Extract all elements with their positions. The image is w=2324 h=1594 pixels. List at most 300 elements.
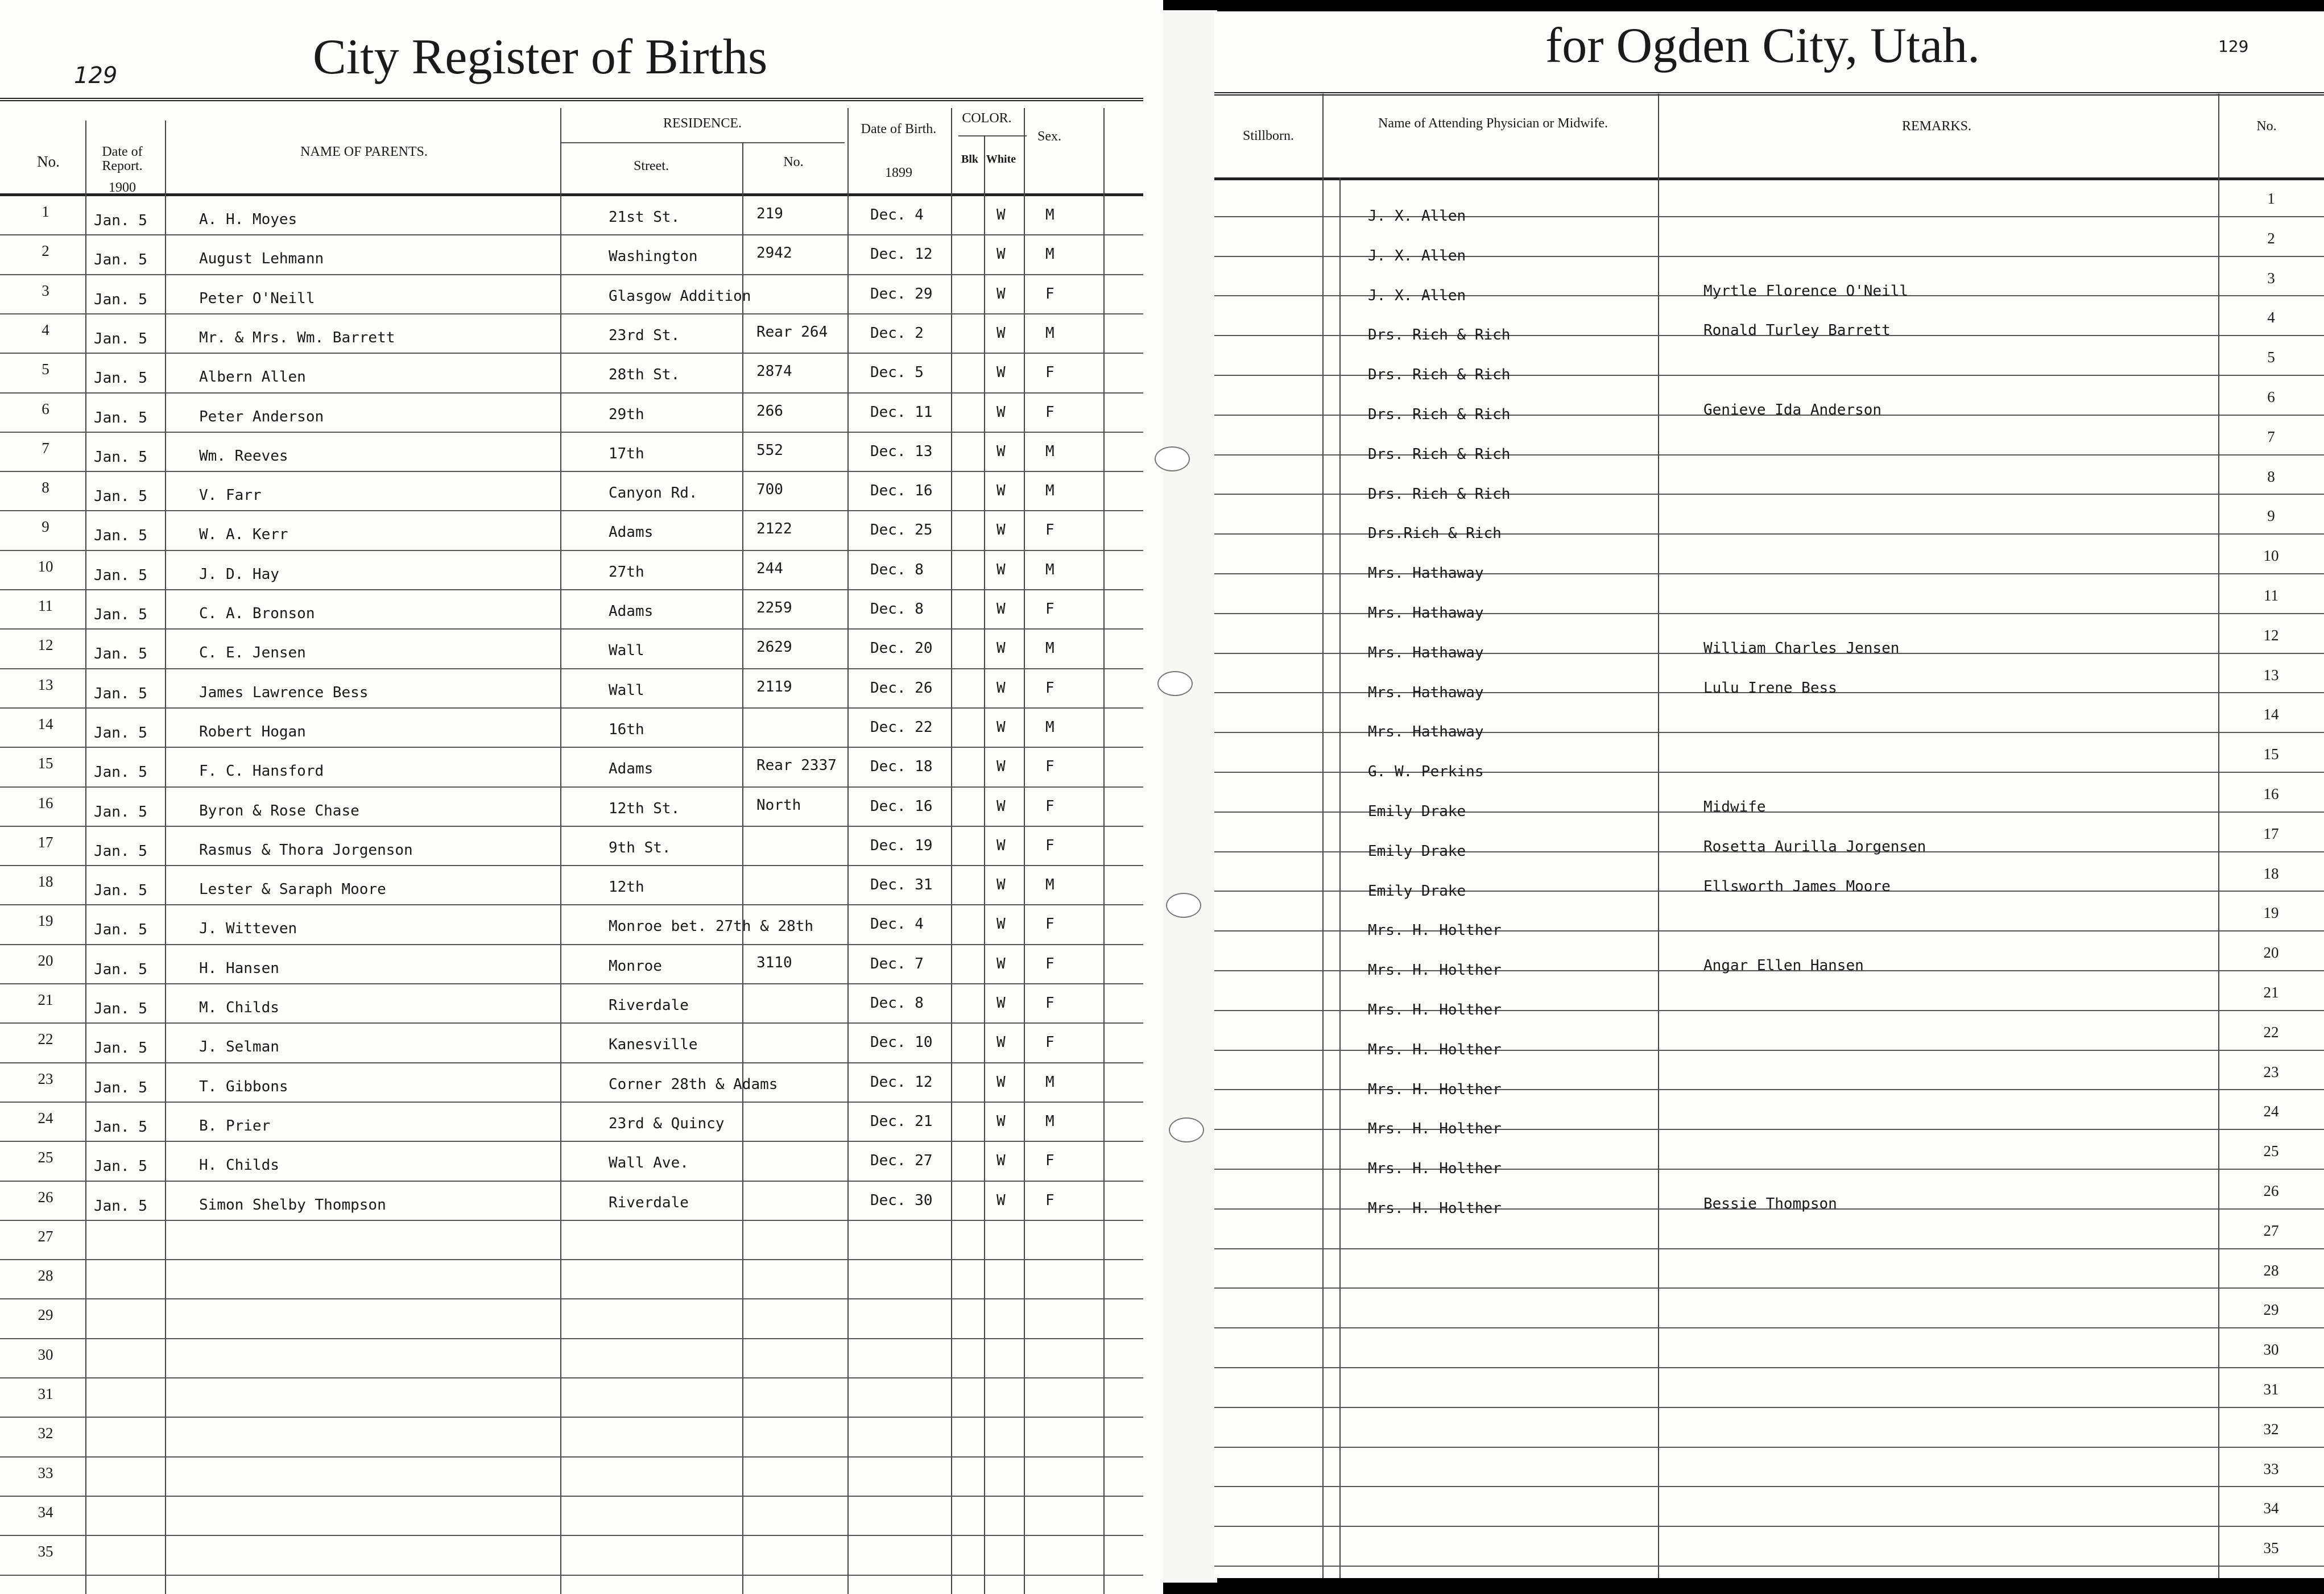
parents-name-cell: A. H. Moyes bbox=[199, 211, 297, 228]
table-row-rule bbox=[0, 313, 1143, 314]
physician-cell: Mrs. H. Holther bbox=[1368, 1041, 1502, 1058]
residence-sub-rule bbox=[560, 142, 845, 143]
table-row-rule bbox=[0, 589, 1143, 590]
sex-cell: M bbox=[1045, 1073, 1055, 1091]
row-number: 7 bbox=[42, 439, 49, 457]
remarks-cell: William Charles Jensen bbox=[1703, 639, 1900, 657]
color-cell: W bbox=[996, 206, 1006, 223]
row-number: 9 bbox=[42, 518, 49, 536]
street-cell: Riverdale bbox=[609, 997, 689, 1014]
table-row-rule bbox=[0, 668, 1143, 669]
house-number-cell: 2119 bbox=[756, 678, 792, 695]
street-cell: 9th St. bbox=[609, 839, 671, 856]
remarks-cell: Genieve Ida Anderson bbox=[1703, 401, 1882, 419]
color-sub-rule bbox=[958, 135, 1027, 136]
date-of-report-cell: Jan. 5 bbox=[94, 527, 147, 545]
handwritten-page-number: 129 bbox=[74, 63, 118, 89]
table-row-rule bbox=[0, 628, 1143, 630]
parents-name-cell: Peter Anderson bbox=[199, 408, 324, 425]
street-cell: 29th bbox=[609, 405, 644, 423]
date-of-birth-cell: Dec. 25 bbox=[870, 521, 933, 539]
physician-cell: Mrs. Hathaway bbox=[1368, 565, 1484, 582]
street-cell: Monroe bet. 27th & 28th bbox=[609, 918, 814, 935]
sex-cell: F bbox=[1045, 285, 1055, 303]
street-cell: Adams bbox=[609, 760, 654, 778]
physician-cell: J. X. Allen bbox=[1368, 208, 1466, 225]
remarks-cell: Myrtle Florence O'Neill bbox=[1703, 282, 1909, 300]
col-rule bbox=[951, 108, 952, 1594]
street-cell: 16th bbox=[609, 721, 644, 738]
color-cell: W bbox=[996, 482, 1006, 500]
col-rule bbox=[85, 121, 86, 1594]
parents-name-cell: V. Farr bbox=[199, 487, 262, 504]
sex-cell: M bbox=[1045, 324, 1055, 342]
header-date-of-report: Date of Report. bbox=[102, 144, 143, 174]
row-number: 32 bbox=[2263, 1420, 2279, 1438]
row-number: 8 bbox=[42, 479, 49, 496]
physician-cell: Drs. Rich & Rich bbox=[1368, 366, 1511, 384]
row-number: 30 bbox=[38, 1345, 53, 1363]
color-cell: W bbox=[996, 285, 1006, 303]
sex-cell: F bbox=[1045, 837, 1055, 854]
sex-cell: F bbox=[1045, 1034, 1055, 1051]
sex-cell: M bbox=[1045, 206, 1055, 223]
binder-hole bbox=[1157, 671, 1193, 696]
street-cell: Canyon Rd. bbox=[609, 485, 698, 502]
street-cell: Glasgow Addition bbox=[609, 287, 751, 305]
color-cell: W bbox=[996, 364, 1006, 382]
date-of-birth-cell: Dec. 29 bbox=[870, 285, 933, 303]
table-row-rule bbox=[0, 1022, 1143, 1024]
row-number: 14 bbox=[2263, 706, 2279, 723]
physician-cell: Mrs. Hathaway bbox=[1368, 644, 1484, 661]
row-number: 34 bbox=[2263, 1500, 2279, 1517]
row-number: 22 bbox=[38, 1030, 53, 1048]
sex-cell: M bbox=[1045, 1112, 1055, 1130]
date-of-birth-cell: Dec. 13 bbox=[870, 442, 933, 460]
date-of-birth-cell: Dec. 4 bbox=[870, 206, 924, 223]
row-number: 29 bbox=[2263, 1301, 2279, 1319]
remarks-cell: Ronald Turley Barrett bbox=[1703, 322, 1891, 339]
table-row-rule bbox=[0, 747, 1143, 748]
table-row-rule bbox=[0, 1181, 1143, 1182]
table-row-rule bbox=[1214, 1566, 2324, 1567]
date-of-birth-cell: Dec. 30 bbox=[870, 1191, 933, 1209]
physician-cell: Mrs. Hathaway bbox=[1368, 723, 1484, 741]
header-blk: Blk bbox=[961, 153, 979, 165]
physician-cell: G. W. Perkins bbox=[1368, 763, 1484, 781]
house-number-cell: North bbox=[756, 796, 801, 814]
row-number: 25 bbox=[2263, 1142, 2279, 1160]
header-bottom-rule bbox=[0, 193, 1143, 196]
date-of-report-cell: Jan. 5 bbox=[94, 921, 147, 939]
row-number: 33 bbox=[2263, 1460, 2279, 1477]
date-of-birth-cell: Dec. 27 bbox=[870, 1152, 933, 1170]
sex-cell: F bbox=[1045, 1191, 1055, 1209]
header-street: Street. bbox=[634, 159, 669, 173]
col-rule bbox=[1658, 94, 1659, 1578]
physician-cell: Emily Drake bbox=[1368, 882, 1466, 900]
col-rule bbox=[847, 108, 849, 1594]
physician-cell: Drs. Rich & Rich bbox=[1368, 485, 1511, 503]
physician-cell: J. X. Allen bbox=[1368, 247, 1466, 264]
color-cell: W bbox=[996, 955, 1006, 972]
date-of-report-cell: Jan. 5 bbox=[94, 1079, 147, 1096]
house-number-cell: 3110 bbox=[756, 954, 792, 971]
color-cell: W bbox=[996, 679, 1006, 697]
date-of-birth-cell: Dec. 31 bbox=[870, 876, 933, 894]
binder-hole bbox=[1169, 1117, 1204, 1142]
page-number: 129 bbox=[2218, 37, 2249, 56]
date-of-report-cell: Jan. 5 bbox=[94, 803, 147, 821]
color-cell: W bbox=[996, 521, 1006, 539]
date-of-birth-cell: Dec. 12 bbox=[870, 246, 933, 263]
sex-cell: F bbox=[1045, 797, 1055, 815]
remarks-cell: Angar Ellen Hansen bbox=[1703, 957, 1864, 975]
date-of-birth-cell: Dec. 16 bbox=[870, 482, 933, 500]
parents-name-cell: C. A. Bronson bbox=[199, 605, 315, 622]
color-cell: W bbox=[996, 1034, 1006, 1051]
header-report-year: 1900 bbox=[109, 180, 136, 195]
header-top-rule-right bbox=[1214, 92, 2324, 96]
row-number: 24 bbox=[2263, 1103, 2279, 1120]
date-of-report-cell: Jan. 5 bbox=[94, 882, 147, 900]
row-number: 27 bbox=[38, 1227, 53, 1245]
date-of-report-cell: Jan. 5 bbox=[94, 251, 147, 269]
physician-cell: Mrs. H. Holther bbox=[1368, 922, 1502, 939]
parents-name-cell: H. Hansen bbox=[199, 959, 279, 977]
table-row-rule bbox=[0, 1417, 1143, 1418]
sex-cell: F bbox=[1045, 916, 1055, 933]
street-cell: Monroe bbox=[609, 957, 662, 975]
row-number: 20 bbox=[38, 951, 53, 969]
sex-cell: M bbox=[1045, 561, 1055, 578]
table-row-rule bbox=[0, 234, 1143, 235]
header-remarks: REMARKS. bbox=[1901, 119, 1972, 134]
parents-name-cell: F. C. Hansford bbox=[199, 763, 324, 780]
color-cell: W bbox=[996, 442, 1006, 460]
row-number: 16 bbox=[38, 794, 53, 812]
col-rule bbox=[742, 142, 743, 1594]
sex-cell: F bbox=[1045, 364, 1055, 382]
row-number: 26 bbox=[38, 1188, 53, 1206]
table-row-rule bbox=[1214, 1248, 2324, 1249]
date-of-birth-cell: Dec. 21 bbox=[870, 1112, 933, 1130]
date-of-report-cell: Jan. 5 bbox=[94, 842, 147, 860]
table-row-rule bbox=[0, 1456, 1143, 1458]
date-of-report-cell: Jan. 5 bbox=[94, 645, 147, 663]
row-number: 34 bbox=[38, 1503, 53, 1521]
page-title-right: for Ogden City, Utah. bbox=[1545, 18, 1980, 73]
table-row-rule bbox=[0, 1220, 1143, 1221]
color-cell: W bbox=[996, 324, 1006, 342]
sex-cell: F bbox=[1045, 995, 1055, 1012]
table-row-rule bbox=[0, 1102, 1143, 1103]
binder-hole bbox=[1155, 446, 1190, 471]
date-of-birth-cell: Dec. 8 bbox=[870, 561, 924, 578]
parents-name-cell: Rasmus & Thora Jorgenson bbox=[199, 841, 413, 859]
physician-cell: J. X. Allen bbox=[1368, 287, 1466, 304]
table-row-rule bbox=[0, 1338, 1143, 1339]
row-number: 15 bbox=[2263, 746, 2279, 763]
header-physician: Name of Attending Physician or Midwife. bbox=[1378, 116, 1608, 131]
header-white: White bbox=[986, 153, 1016, 165]
color-cell: W bbox=[996, 837, 1006, 854]
physician-cell: Mrs. Hathaway bbox=[1368, 684, 1484, 701]
physician-cell: Mrs. Hathaway bbox=[1368, 605, 1484, 622]
row-number: 21 bbox=[38, 991, 53, 1008]
table-row-rule bbox=[0, 944, 1143, 945]
row-number: 28 bbox=[38, 1267, 53, 1285]
remarks-cell: Bessie Thompson bbox=[1703, 1195, 1837, 1212]
row-number: 23 bbox=[2263, 1063, 2279, 1080]
table-row-rule bbox=[0, 786, 1143, 788]
parents-name-cell: J. D. Hay bbox=[199, 565, 279, 583]
house-number-cell: Rear 2337 bbox=[756, 757, 837, 775]
right-register-page bbox=[1214, 11, 2324, 1578]
sex-cell: F bbox=[1045, 679, 1055, 697]
sex-cell: M bbox=[1045, 876, 1055, 894]
physician-cell: Mrs. H. Holther bbox=[1368, 1080, 1502, 1098]
date-of-report-cell: Jan. 5 bbox=[94, 1158, 147, 1175]
parents-name-cell: Albern Allen bbox=[199, 369, 306, 386]
parents-name-cell: J. Selman bbox=[199, 1038, 279, 1056]
row-number: 26 bbox=[2263, 1182, 2279, 1199]
table-row-rule bbox=[1214, 1287, 2324, 1289]
parents-name-cell: J. Witteven bbox=[199, 920, 297, 938]
table-row-rule bbox=[0, 1535, 1143, 1536]
date-of-birth-cell: Dec. 18 bbox=[870, 758, 933, 776]
table-row-rule bbox=[0, 353, 1143, 354]
row-number: 7 bbox=[2267, 428, 2275, 445]
row-number: 6 bbox=[42, 400, 49, 417]
row-number: 18 bbox=[38, 873, 53, 891]
house-number-cell: 266 bbox=[756, 402, 783, 420]
table-row-rule bbox=[1214, 1447, 2324, 1448]
table-row-rule bbox=[0, 392, 1143, 394]
row-number: 35 bbox=[38, 1543, 53, 1560]
date-of-report-cell: Jan. 5 bbox=[94, 1197, 147, 1215]
row-number: 8 bbox=[2267, 467, 2275, 485]
date-of-report-cell: Jan. 5 bbox=[94, 566, 147, 584]
physician-cell: Drs.Rich & Rich bbox=[1368, 525, 1502, 543]
parents-name-cell: Robert Hogan bbox=[199, 723, 306, 740]
date-of-report-cell: Jan. 5 bbox=[94, 685, 147, 702]
color-cell: W bbox=[996, 1191, 1006, 1209]
table-row-rule bbox=[0, 1575, 1143, 1576]
col-rule bbox=[560, 108, 561, 1594]
table-row-rule bbox=[0, 550, 1143, 551]
table-row-rule bbox=[1214, 1367, 2324, 1368]
house-number-cell: 2942 bbox=[756, 245, 792, 262]
sex-cell: M bbox=[1045, 640, 1055, 657]
sex-cell: F bbox=[1045, 601, 1055, 618]
row-number: 19 bbox=[38, 912, 53, 930]
row-number: 3 bbox=[2267, 269, 2275, 287]
physician-cell: Drs. Rich & Rich bbox=[1368, 406, 1511, 423]
header-name-of-parents: NAME OF PARENTS. bbox=[300, 144, 428, 159]
street-cell: 17th bbox=[609, 445, 644, 462]
parents-name-cell: W. A. Kerr bbox=[199, 526, 288, 544]
parents-name-cell: Byron & Rose Chase bbox=[199, 802, 359, 819]
street-cell: 28th St. bbox=[609, 366, 680, 384]
parents-name-cell: James Lawrence Bess bbox=[199, 684, 369, 701]
row-number: 12 bbox=[2263, 626, 2279, 644]
row-number: 32 bbox=[38, 1425, 53, 1442]
row-number: 1 bbox=[42, 203, 49, 220]
date-of-birth-cell: Dec. 12 bbox=[870, 1073, 933, 1091]
remarks-cell: Lulu Irene Bess bbox=[1703, 679, 1837, 697]
header-bottom-rule-right bbox=[1214, 177, 2324, 180]
street-cell: 12th bbox=[609, 879, 644, 896]
parents-name-cell: August Lehmann bbox=[199, 250, 324, 268]
color-cell: W bbox=[996, 246, 1006, 263]
header-birth-year: 1899 bbox=[885, 165, 912, 180]
color-cell: W bbox=[996, 601, 1006, 618]
row-number: 13 bbox=[2263, 666, 2279, 684]
col-rule bbox=[1322, 94, 1324, 1578]
date-of-report-cell: Jan. 5 bbox=[94, 960, 147, 978]
col-rule bbox=[165, 121, 166, 1594]
date-of-birth-cell: Dec. 4 bbox=[870, 916, 924, 933]
color-cell: W bbox=[996, 797, 1006, 815]
physician-cell: Mrs. H. Holther bbox=[1368, 1001, 1502, 1018]
row-number: 29 bbox=[38, 1306, 53, 1324]
street-cell: Wall bbox=[609, 642, 644, 660]
page-title-left: City Register of Births bbox=[313, 30, 768, 85]
row-number: 15 bbox=[38, 755, 53, 772]
house-number-cell: Rear 264 bbox=[756, 323, 828, 341]
physician-cell: Drs. Rich & Rich bbox=[1368, 445, 1511, 463]
street-cell: Corner 28th & Adams bbox=[609, 1075, 778, 1093]
sex-cell: M bbox=[1045, 482, 1055, 500]
parents-name-cell: Lester & Saraph Moore bbox=[199, 881, 386, 899]
table-row-rule bbox=[0, 826, 1143, 827]
header-number: No. bbox=[783, 155, 804, 169]
parents-name-cell: Simon Shelby Thompson bbox=[199, 1196, 386, 1214]
date-of-report-cell: Jan. 5 bbox=[94, 448, 147, 466]
parents-name-cell: C. E. Jensen bbox=[199, 644, 306, 662]
table-row-rule bbox=[0, 1062, 1143, 1063]
date-of-birth-cell: Dec. 22 bbox=[870, 718, 933, 736]
remarks-cell: Ellsworth James Moore bbox=[1703, 877, 1891, 895]
date-of-report-cell: Jan. 5 bbox=[94, 488, 147, 506]
street-cell: 12th St. bbox=[609, 800, 680, 817]
physician-cell: Emily Drake bbox=[1368, 803, 1466, 820]
parents-name-cell: Peter O'Neill bbox=[199, 289, 315, 307]
date-of-report-cell: Jan. 5 bbox=[94, 1118, 147, 1136]
row-number: 5 bbox=[42, 361, 49, 378]
date-of-birth-cell: Dec. 8 bbox=[870, 601, 924, 618]
row-number: 1 bbox=[2267, 190, 2275, 207]
house-number-cell: 2122 bbox=[756, 520, 792, 538]
date-of-report-cell: Jan. 5 bbox=[94, 606, 147, 623]
street-cell: 23rd St. bbox=[609, 326, 680, 344]
sex-cell: F bbox=[1045, 758, 1055, 776]
table-row-rule bbox=[1214, 1526, 2324, 1527]
table-row-rule bbox=[0, 1377, 1143, 1378]
row-number: 10 bbox=[2263, 547, 2279, 565]
color-cell: W bbox=[996, 916, 1006, 933]
row-number: 14 bbox=[38, 715, 53, 732]
date-of-birth-cell: Dec. 26 bbox=[870, 679, 933, 697]
table-row-rule bbox=[0, 865, 1143, 866]
table-row-rule bbox=[0, 274, 1143, 275]
house-number-cell: 2259 bbox=[756, 599, 792, 616]
parents-name-cell: Mr. & Mrs. Wm. Barrett bbox=[199, 329, 395, 346]
row-number: 17 bbox=[38, 833, 53, 851]
physician-cell: Mrs. H. Holther bbox=[1368, 1120, 1502, 1138]
row-number: 23 bbox=[38, 1070, 53, 1087]
sex-cell: F bbox=[1045, 403, 1055, 421]
street-cell: Adams bbox=[609, 603, 654, 620]
date-of-report-cell: Jan. 5 bbox=[94, 724, 147, 742]
row-number: 31 bbox=[2263, 1381, 2279, 1398]
table-row-rule bbox=[0, 1298, 1143, 1299]
row-number: 3 bbox=[42, 281, 49, 299]
table-row-rule bbox=[0, 510, 1143, 511]
table-row-rule bbox=[0, 707, 1143, 709]
row-number: 16 bbox=[2263, 785, 2279, 802]
physician-cell: Mrs. H. Holther bbox=[1368, 1200, 1502, 1217]
table-row-rule bbox=[0, 1496, 1143, 1497]
header-top-rule bbox=[0, 98, 1143, 101]
date-of-report-cell: Jan. 5 bbox=[94, 1040, 147, 1057]
row-number: 9 bbox=[2267, 507, 2275, 525]
table-row-rule bbox=[0, 1259, 1143, 1260]
date-of-birth-cell: Dec. 19 bbox=[870, 837, 933, 854]
house-number-cell: 700 bbox=[756, 481, 783, 499]
table-row-rule bbox=[1214, 1486, 2324, 1487]
date-of-birth-cell: Dec. 20 bbox=[870, 640, 933, 657]
street-cell: Kanesville bbox=[609, 1036, 698, 1054]
date-of-report-cell: Jan. 5 bbox=[94, 291, 147, 308]
row-number: 11 bbox=[2264, 587, 2278, 604]
row-number: 24 bbox=[38, 1109, 53, 1127]
row-number: 30 bbox=[2263, 1341, 2279, 1359]
house-number-cell: 219 bbox=[756, 205, 783, 222]
row-number: 31 bbox=[38, 1385, 53, 1402]
table-row-rule bbox=[0, 471, 1143, 472]
row-number: 5 bbox=[2267, 349, 2275, 366]
date-of-birth-cell: Dec. 7 bbox=[870, 955, 924, 972]
remarks-cell: Rosetta Aurilla Jorgensen bbox=[1703, 838, 1926, 855]
row-number: 13 bbox=[38, 676, 53, 693]
color-cell: W bbox=[996, 995, 1006, 1012]
date-of-birth-cell: Dec. 5 bbox=[870, 364, 924, 382]
date-of-report-cell: Jan. 5 bbox=[94, 370, 147, 387]
color-cell: W bbox=[996, 758, 1006, 776]
date-of-birth-cell: Dec. 16 bbox=[870, 797, 933, 815]
date-of-birth-cell: Dec. 10 bbox=[870, 1034, 933, 1051]
row-number: 4 bbox=[2267, 309, 2275, 326]
house-number-cell: 552 bbox=[756, 441, 783, 459]
date-of-report-cell: Jan. 5 bbox=[94, 212, 147, 229]
color-cell: W bbox=[996, 403, 1006, 421]
sex-cell: F bbox=[1045, 521, 1055, 539]
color-cell: W bbox=[996, 1152, 1006, 1170]
parents-name-cell: M. Childs bbox=[199, 999, 279, 1016]
row-number: 2 bbox=[42, 242, 49, 260]
sex-cell: M bbox=[1045, 246, 1055, 263]
col-rule bbox=[1103, 108, 1105, 1594]
col-rule bbox=[2218, 94, 2219, 1578]
date-of-report-cell: Jan. 5 bbox=[94, 764, 147, 781]
house-number-cell: 2874 bbox=[756, 363, 792, 380]
remarks-cell: Midwife bbox=[1703, 798, 1766, 815]
sex-cell: M bbox=[1045, 442, 1055, 460]
physician-cell: Drs. Rich & Rich bbox=[1368, 326, 1511, 344]
